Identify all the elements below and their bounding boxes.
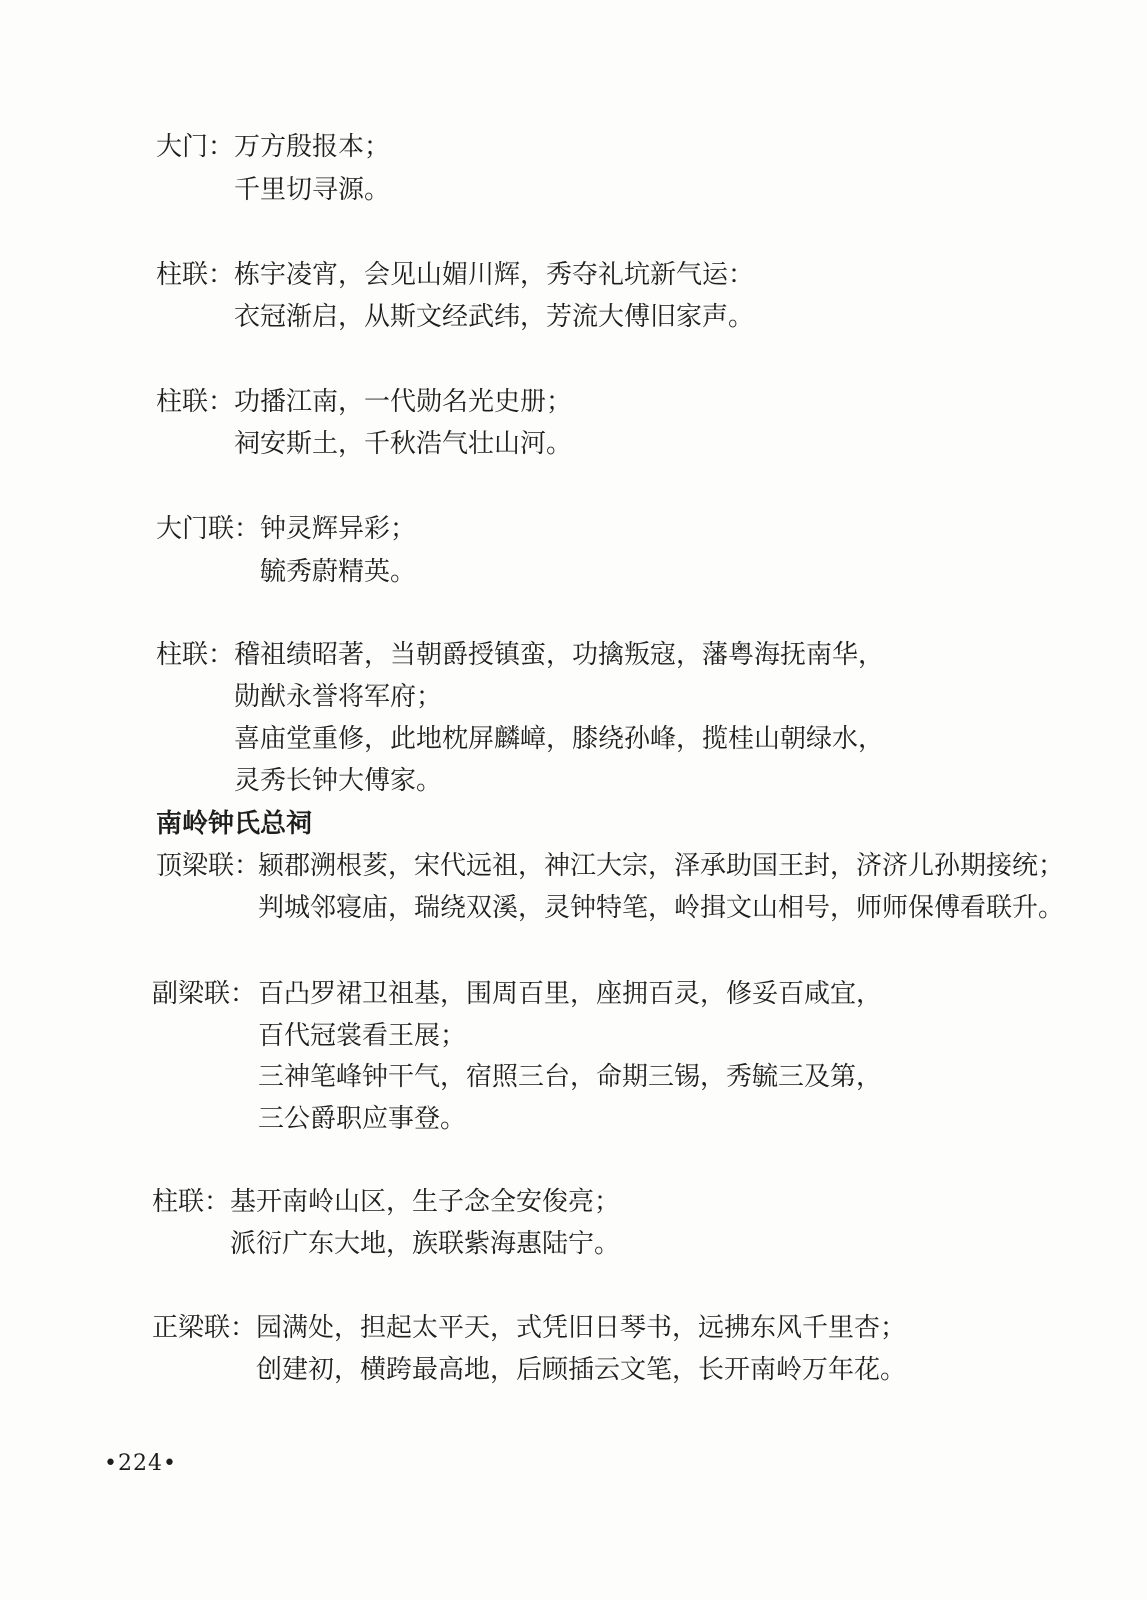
couplet-line: 百凸罗裙卫祖基，围周百里，座拥百灵，修妥百咸宜，	[258, 979, 883, 1009]
couplet-line: 派衍广东大地，族联紫海惠陆宁。	[230, 1229, 621, 1259]
section-title: 南岭钟氏总祠	[156, 809, 313, 839]
couplet-label: 顶梁联：	[156, 851, 261, 881]
couplet-line: 千里切寻源。	[234, 175, 391, 205]
couplet-line: 万方殷报本；	[234, 132, 391, 162]
couplet-label: 大门：	[156, 132, 235, 162]
couplet-line: 喜庙堂重修，此地枕屏麟嶂，膝绕孙峰，揽桂山朝绿水，	[234, 724, 885, 754]
couplet-line: 基开南岭山区，生子念全安俊亮；	[230, 1187, 621, 1217]
couplet-label: 正梁联：	[152, 1313, 257, 1343]
couplet-label: 柱联：	[156, 640, 235, 670]
couplet-line: 判城邻寝庙，瑞绕双溪，灵钟特笔，岭揖文山相号，师师保傅看联升。	[258, 893, 1065, 923]
couplet-line: 百代冠裳看王展；	[258, 1021, 467, 1051]
couplet-line: 创建初，横跨最高地，后顾插云文笔，长开南岭万年花。	[256, 1355, 907, 1385]
couplet-line: 功播江南，一代勋名光史册；	[234, 387, 573, 417]
couplet-line: 毓秀蔚精英。	[260, 557, 417, 587]
couplet-line: 灵秀长钟大傅家。	[234, 766, 443, 796]
couplet-line: 栋宇凌宵，会见山媚川辉，秀夺礼坑新气运：	[234, 260, 755, 290]
couplet-line: 稽祖绩昭著，当朝爵授镇蛮，功擒叛寇，藩粤海抚南华，	[234, 640, 885, 670]
couplet-label: 大门联：	[156, 514, 261, 544]
couplet-line: 颍郡溯根荄，宋代远祖，神江大宗，泽承助国王封，济济儿孙期接统；	[258, 851, 1065, 881]
couplet-label: 柱联：	[152, 1187, 231, 1217]
couplet-line: 园满处，担起太平天，式凭旧日琴书，远拂东风千里杏；	[256, 1313, 907, 1343]
couplet-line: 三神笔峰钟干气，宿照三台，命期三锡，秀毓三及第，	[258, 1062, 883, 1092]
couplet-line: 勋猷永誉将军府；	[234, 682, 443, 712]
couplet-line: 钟灵辉异彩；	[260, 514, 417, 544]
page-number: •224•	[104, 1451, 177, 1476]
couplet-line: 祠安斯土，千秋浩气壮山河。	[234, 429, 573, 459]
couplet-line: 三公爵职应事登。	[258, 1104, 467, 1134]
couplet-label: 副梁联：	[152, 979, 257, 1009]
couplet-label: 柱联：	[156, 387, 235, 417]
couplet-label: 柱联：	[156, 260, 235, 290]
couplet-line: 衣冠渐启，从斯文经武纬，芳流大傅旧家声。	[234, 302, 755, 332]
